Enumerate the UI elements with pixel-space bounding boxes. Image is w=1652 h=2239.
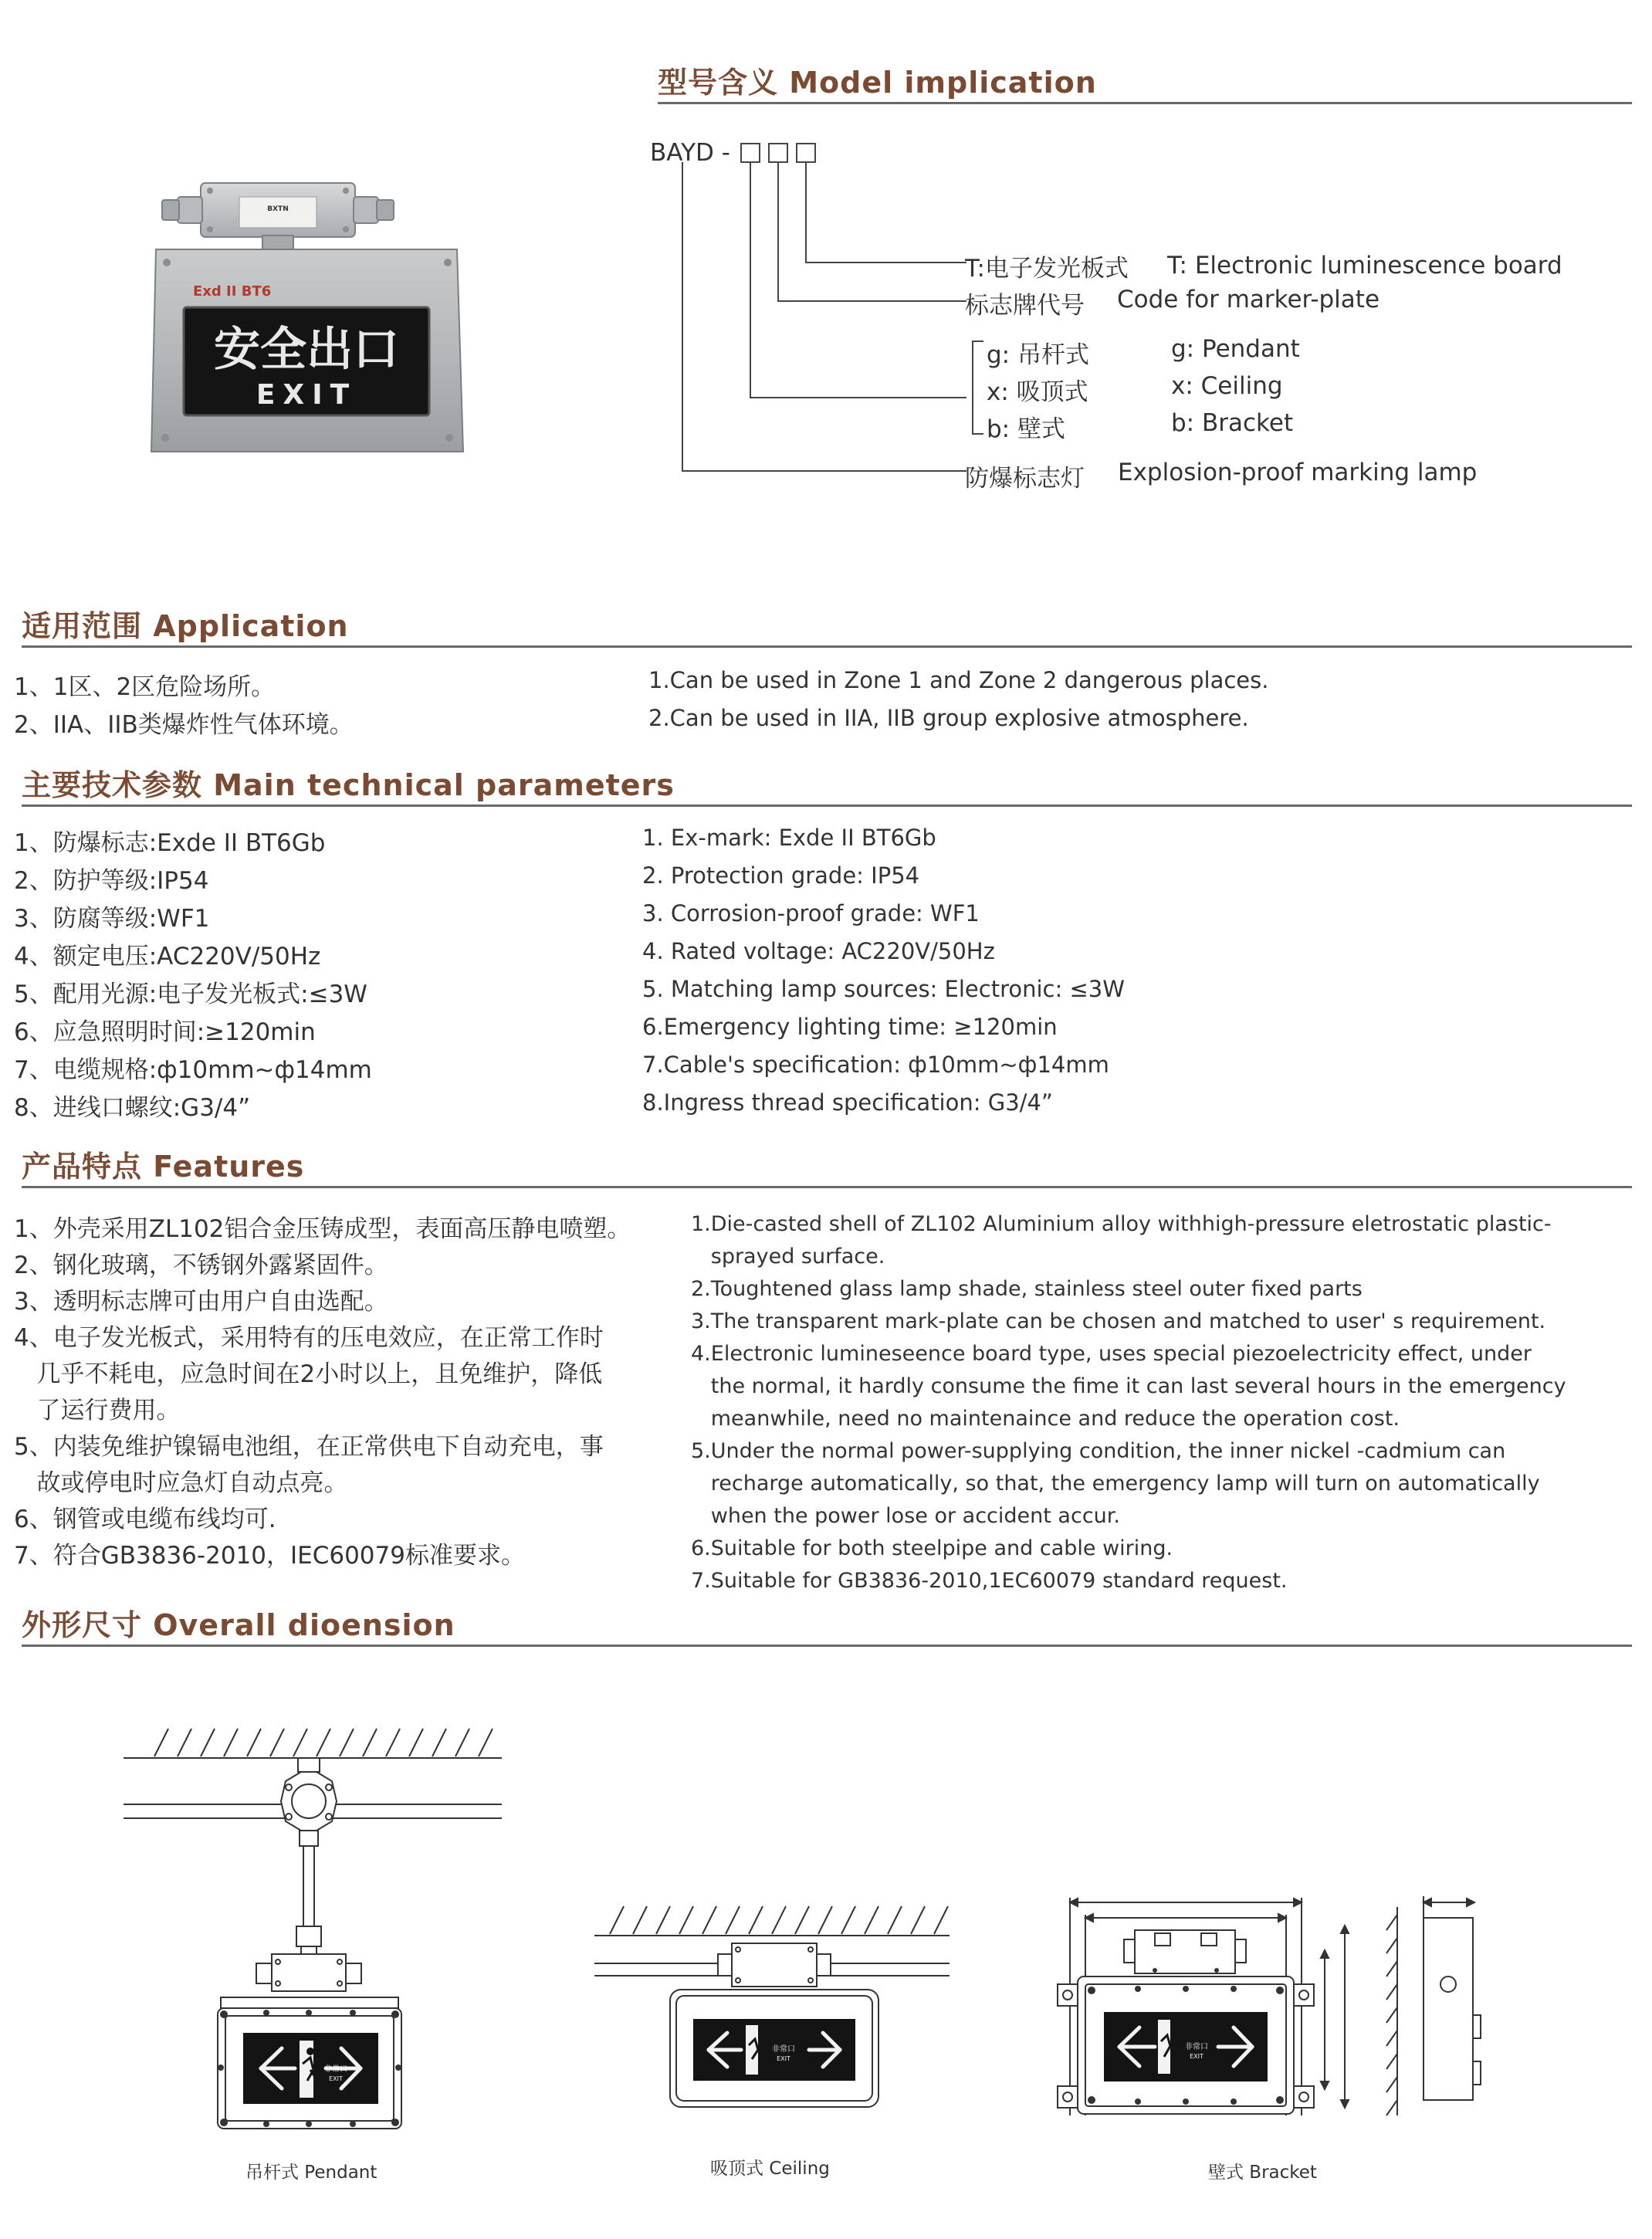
b-en: b: Bracket — [1171, 409, 1294, 437]
feature-cn-6: 了运行费用。 — [14, 1397, 181, 1424]
param-en-1: 1. Ex-mark: Exde II BT6Gb — [642, 825, 936, 851]
application-rule — [22, 645, 1632, 648]
code-en: Code for marker-plate — [1117, 286, 1380, 313]
params-title: 主要技术参数 Main technical parameters — [22, 768, 675, 802]
bracket-drawing — [1042, 1884, 1490, 2131]
feature-cn-4: 4、电子发光板式，采用特有的压电效应，在正常工作时 — [14, 1324, 604, 1352]
ceiling-sign-cn: 非常口 — [772, 2045, 795, 2054]
param-cn-6: 6、应急照明时间:≥120min — [14, 1018, 316, 1046]
lamp-en: Explosion-proof marking lamp — [1118, 459, 1478, 486]
feature-cn-9: 6、钢管或电缆布线均可. — [14, 1506, 276, 1533]
feature-en-7: meanwhile, need no maintenaince and reduce the operation cost. — [691, 1407, 1400, 1431]
feature-en-11: 6.Suitable for both steelpipe and cable wiring. — [691, 1536, 1173, 1560]
lamp-cn: 防爆标志灯 — [965, 465, 1085, 493]
features-rule — [22, 1186, 1632, 1188]
application-cn-1: 1、1区、2区危险场所。 — [14, 673, 276, 701]
pendant-sign-cn: 非常口 — [324, 2065, 347, 2074]
b-cn: b: 壁式 — [987, 415, 1065, 443]
product-photo — [147, 158, 471, 463]
feature-cn-5: 几乎不耗电，应急时间在2小时以上，且免维护，降低 — [14, 1360, 603, 1388]
feature-en-12: 7.Suitable for GB3836-2010,1EC60079 standard request. — [691, 1569, 1288, 1593]
g-cn: g: 吊杆式 — [987, 341, 1089, 369]
dimension-rule — [22, 1645, 1632, 1647]
param-cn-1: 1、防爆标志:Exde II BT6Gb — [14, 829, 326, 857]
caption-bracket: 壁式 Bracket — [1208, 2163, 1317, 2183]
param-en-3: 3. Corrosion-proof grade: WF1 — [642, 900, 980, 926]
feature-en-5: 4.Electronic lumineseence board type, uses special piezoelectricity effect, under — [691, 1342, 1532, 1366]
feature-en-1: 1.Die-casted shell of ZL102 Aluminium alloy withhigh-pressure eletrostatic plastic- — [691, 1212, 1552, 1236]
caption-ceiling: 吸顶式 Ceiling — [710, 2159, 830, 2179]
ceiling-drawing — [594, 1895, 957, 2127]
feature-cn-1: 1、外壳采用ZL102铝合金压铸成型，表面高压静电喷塑。 — [14, 1215, 631, 1243]
code-cn: 标志牌代号 — [965, 292, 1085, 320]
pendant-sign-en: EXIT — [329, 2075, 343, 2082]
param-en-2: 2. Protection grade: IP54 — [642, 862, 920, 889]
param-en-7: 7.Cable's specification: ф10mm~ф14mm — [642, 1052, 1109, 1078]
param-en-4: 4. Rated voltage: AC220V/50Hz — [642, 938, 995, 964]
feature-en-2: sprayed surface. — [691, 1245, 885, 1269]
t-cn: T:电子发光板式 — [965, 255, 1129, 283]
model-code-prefix: BAYD - — [650, 139, 730, 167]
param-en-5: 5. Matching lamp sources: Electronic: ≤3W — [642, 976, 1125, 1002]
t-en: T: Electronic luminescence board — [1167, 252, 1562, 279]
bracket-sign-en: EXIT — [1190, 2053, 1203, 2060]
param-cn-4: 4、额定电压:AC220V/50Hz — [14, 943, 321, 970]
feature-en-8: 5.Under the normal power-supplying condition, the inner nickel -cadmium can — [691, 1439, 1506, 1463]
bracket-sign-cn: 非常口 — [1185, 2043, 1208, 2051]
dimension-title: 外形尺寸 Overall dioension — [22, 1608, 455, 1642]
feature-en-6: the normal, it hardly consume the fime it can last several hours in the emergency — [691, 1374, 1566, 1398]
feature-cn-3: 3、透明标志牌可由用户自由选配。 — [14, 1288, 388, 1316]
param-cn-8: 8、进线口螺纹:G3/4” — [14, 1094, 251, 1122]
param-cn-3: 3、防腐等级:WF1 — [14, 905, 210, 933]
model-title: 型号含义 Model implication — [658, 66, 1097, 100]
plate-brand: BXTN — [267, 205, 289, 213]
application-en-1: 1.Can be used in Zone 1 and Zone 2 dangerous places. — [648, 667, 1269, 693]
model-code-diagram — [664, 139, 973, 486]
params-rule — [22, 804, 1632, 807]
feature-cn-7: 5、内装免维护镍镉电池组，在正常供电下自动充电，事 — [14, 1433, 604, 1461]
feature-cn-10: 7、符合GB3836-2010，IEC60079标准要求。 — [14, 1542, 525, 1570]
param-cn-2: 2、防护等级:IP54 — [14, 867, 209, 895]
feature-en-4: 3.The transparent mark-plate can be chosen and matched to user' s requirement. — [691, 1309, 1546, 1333]
ceiling-sign-en: EXIT — [777, 2055, 790, 2062]
features-title: 产品特点 Features — [22, 1150, 305, 1184]
application-en-2: 2.Can be used in IIA, IIB group explosive atmosphere. — [648, 705, 1249, 731]
x-en: x: Ceiling — [1171, 372, 1283, 400]
feature-en-3: 2.Toughtened glass lamp shade, stainless steel outer fixed parts — [691, 1277, 1363, 1301]
caption-pendant: 吊杆式 Pendant — [245, 2163, 377, 2183]
x-cn: x: 吸顶式 — [987, 378, 1088, 406]
feature-en-10: when the power lose or accident accur. — [691, 1504, 1120, 1528]
pendant-drawing — [124, 1718, 509, 2150]
model-rule — [658, 102, 1632, 104]
sign-en: EXIT — [256, 379, 357, 411]
plate-mark: Exd II BT6 — [193, 283, 272, 300]
param-en-8: 8.Ingress thread specification: G3/4” — [642, 1089, 1053, 1116]
feature-en-9: recharge automatically, so that, the emergency lamp will turn on automatically — [691, 1472, 1540, 1495]
feature-cn-2: 2、钢化玻璃，不锈钢外露紧固件。 — [14, 1252, 388, 1279]
param-en-6: 6.Emergency lighting time: ≥120min — [642, 1014, 1058, 1040]
application-cn-2: 2、IIA、IIB类爆炸性气体环境。 — [14, 711, 354, 739]
param-cn-5: 5、配用光源:电子发光板式:≤3W — [14, 981, 367, 1008]
param-cn-7: 7、电缆规格:ф10mm~ф14mm — [14, 1056, 372, 1084]
type-brace — [965, 340, 988, 440]
feature-cn-8: 故或停电时应急灯自动点亮。 — [14, 1469, 348, 1497]
application-title: 适用范围 Application — [22, 609, 349, 643]
sign-cn: 安全出口 — [214, 323, 399, 377]
g-en: g: Pendant — [1171, 335, 1300, 363]
